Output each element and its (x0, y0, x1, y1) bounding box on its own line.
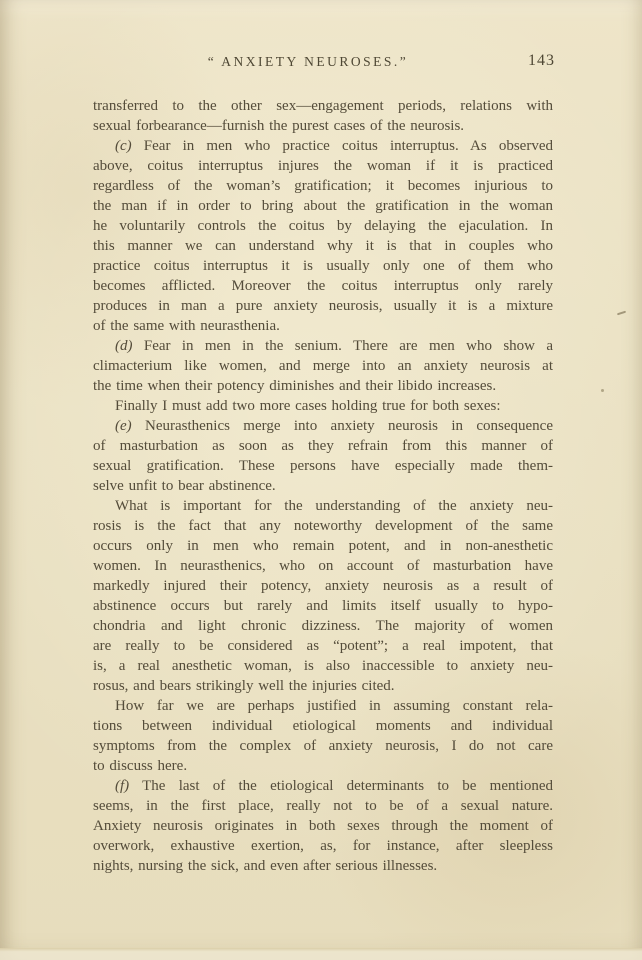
text-line: tions between individual etiological moments and individual (93, 718, 553, 734)
paragraph (93, 136, 553, 336)
paragraph (93, 336, 553, 396)
text-line: overwork, exhaustive exertion, as, for instance, after sleepless (93, 838, 553, 854)
page-number: 143 (528, 52, 555, 69)
text-line: occurs only in men who remain potent, and in non-anesthetic (93, 538, 553, 554)
italic-list-letter: (f) (115, 778, 130, 794)
italic-list-letter: (c) (115, 138, 132, 154)
text-line: produces in man a pure anxiety neurosis, usually it is a mixture (93, 298, 553, 314)
text-line: climacterium like women, and merge into an anxiety neurosis at (93, 358, 553, 374)
text-line: chondria and light chronic dizziness. The majority of women (93, 618, 553, 634)
paragraph (93, 496, 553, 696)
text-line: sexual forbearance—furnish the purest cases of the neurosis. (93, 118, 465, 134)
text-line: symptoms from the complex of anxiety neurosis, I do not care (93, 738, 553, 754)
text-line: of masturbation as soon as they refrain from this manner of (93, 438, 553, 454)
text-line: is, a real anesthetic woman, is also inaccessible to anxiety neu- (93, 658, 553, 674)
text-line: Anxiety neurosis originates in both sexes through the moment of (93, 818, 553, 834)
page-bottom-edge (0, 948, 642, 960)
paragraph (93, 416, 553, 496)
text-line: sexual gratification. These persons have especially made them- (93, 458, 553, 474)
text-line: How far we are perhaps justified in assuming constant rela- (115, 698, 553, 714)
text-line: the man if in order to bring about the gratification in the woman (93, 198, 553, 214)
paragraph (93, 696, 553, 776)
text-line: selve unfit to bear abstinence. (93, 478, 276, 494)
text-line: What is important for the understanding of the anxiety neu- (115, 498, 553, 514)
text-line: Finally I must add two more cases holding true for both sexes: (115, 398, 501, 414)
text-line: markedly injured their potency, anxiety neurosis as a result of (93, 578, 553, 594)
text-line: the time when their potency diminishes and their libido increases. (93, 378, 497, 394)
text-line: to discuss here. (93, 758, 188, 774)
text-line: are really to be considered as “potent”; a real impotent, that (93, 638, 553, 654)
text-line: this manner we can understand why it is that in couples who (93, 238, 553, 254)
text-block (93, 96, 553, 876)
text-line: above, coitus interruptus injures the woman if it is practiced (93, 158, 553, 174)
italic-list-letter: (e) (115, 418, 132, 434)
text-line: (c) Fear in men who practice coitus interruptus. As observed (115, 138, 553, 154)
text-line: nights, nursing the sick, and even after serious illnesses. (93, 858, 438, 874)
text-line: becomes afflicted. Moreover the coitus interruptus only rarely (93, 278, 553, 294)
paragraph (93, 776, 553, 876)
ink-speck-dash (617, 311, 626, 316)
running-head-title: “ ANXIETY NEUROSES.” (207, 54, 409, 69)
text-line: (f) The last of the etiological determinants to be mentioned (115, 778, 553, 794)
text-line: (d) Fear in men in the senium. There are men who show a (115, 338, 553, 354)
text-line: transferred to the other sex—engagement periods, relations with (93, 98, 553, 114)
ink-speck-dot (601, 389, 604, 392)
text-line: regardless of the woman’s gratification; it becomes injurious to (93, 178, 553, 194)
text-line: rosus, and bears strikingly well the injuries cited. (93, 678, 395, 694)
text-line: practice coitus interruptus it is usually only one of them who (93, 258, 553, 274)
paragraph (93, 396, 553, 416)
text-line: rosis is the fact that any noteworthy development of the same (93, 518, 553, 534)
italic-list-letter: (d) (115, 338, 133, 354)
text-line: he voluntarily controls the coitus by delaying the ejaculation. In (93, 218, 553, 234)
text-line: seems, in the first place, really not to be of a sexual nature. (93, 798, 553, 814)
text-line: (e) Neurasthenics merge into anxiety neurosis in consequence (115, 418, 553, 434)
text-line: abstinence occurs but rarely and limits itself usually to hypo- (93, 598, 553, 614)
text-line: women. In neurasthenics, who on account of masturbation have (93, 558, 553, 574)
text-line: of the same with neurasthenia. (93, 318, 280, 334)
paragraph (93, 96, 553, 136)
